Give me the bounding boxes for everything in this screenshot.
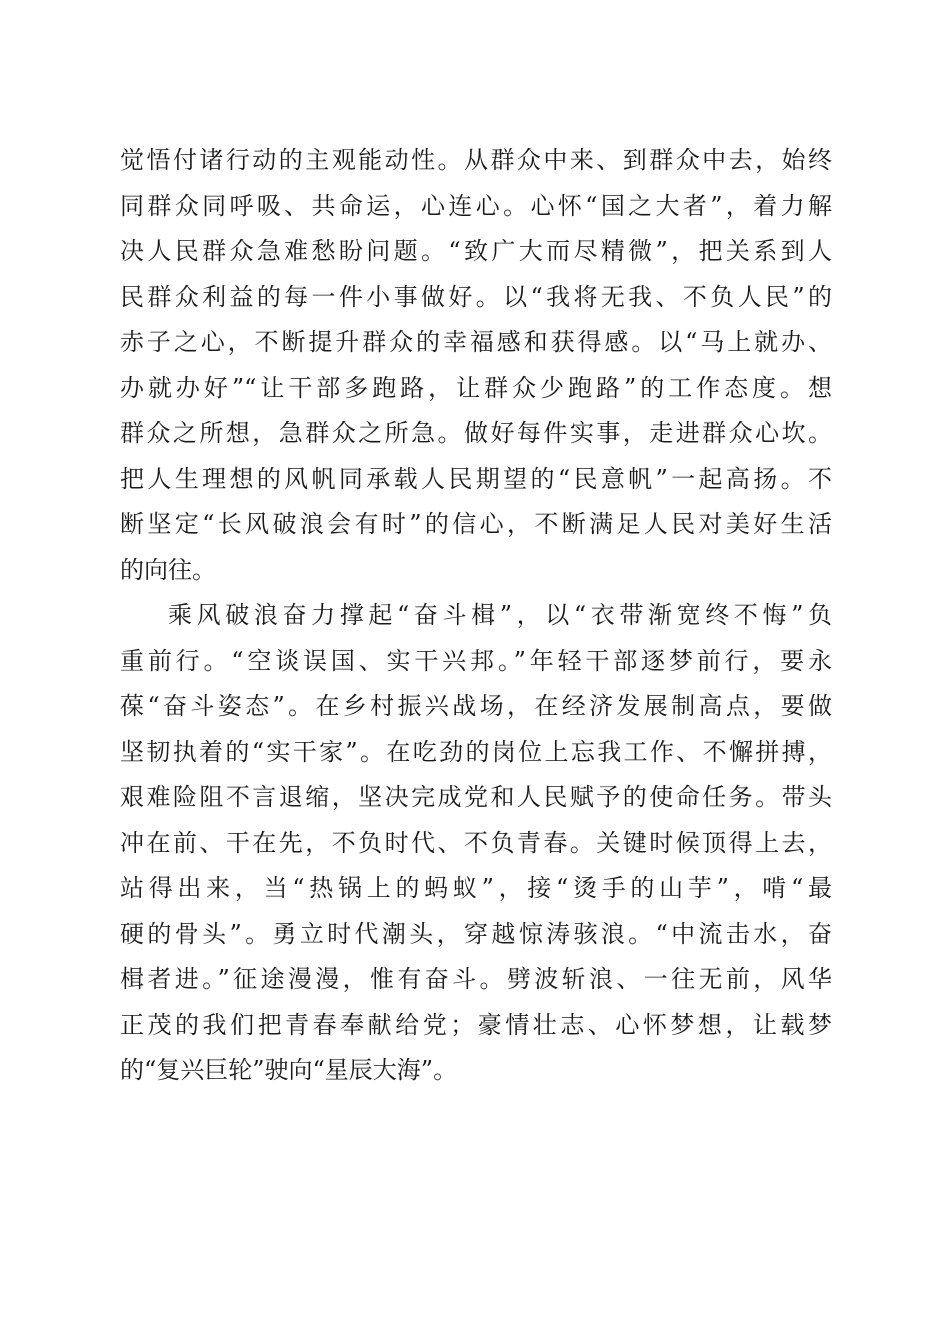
paragraph-1 bbox=[120, 138, 832, 593]
text-line: 民群众利益的每一件小事做好。以“我将无我、不负人民”的 bbox=[120, 282, 832, 311]
paragraph-2 bbox=[120, 593, 832, 1094]
text-line: 重前行。“空谈误国、实干兴邦。”年轻干部逐梦前行，要永 bbox=[120, 646, 832, 675]
text-line: 的向往。 bbox=[120, 555, 216, 584]
text-line: 站得出来，当“热锅上的蚂蚁”，接“烫手的山芋”，啃“最 bbox=[120, 874, 832, 902]
text-line: 冲在前、干在先，不负时代、不负青春。关键时候顶得上去， bbox=[120, 828, 832, 857]
text-line: 赤子之心，不断提升群众的幸福感和获得感。以“马上就办、 bbox=[120, 328, 832, 356]
document-body bbox=[120, 138, 832, 1094]
text-line: 觉悟付诸行动的主观能动性。从群众中来、到群众中去，始终 bbox=[120, 146, 832, 174]
text-line: 断坚定“长风破浪会有时”的信心，不断满足人民对美好生活 bbox=[120, 510, 832, 538]
text-line: 把人生理想的风帆同承载人民期望的“民意帆”一起高扬。不 bbox=[120, 464, 832, 493]
text-line: 乘风破浪奋力撑起“奋斗楫”，以“衣带渐宽终不悔”负 bbox=[168, 601, 832, 629]
text-line: 同群众同呼吸、共命运，心连心。心怀“国之大者”，着力解 bbox=[120, 191, 832, 220]
text-line: 硬的骨头”。勇立时代潮头，穿越惊涛骇浪。“中流击水，奋 bbox=[120, 919, 832, 948]
text-line: 艰难险阻不言退缩，坚决完成党和人民赋予的使命任务。带头 bbox=[120, 783, 832, 811]
text-line: 办就办好”“让干部多跑路，让群众少跑路”的工作态度。想 bbox=[120, 373, 832, 402]
text-line: 葆“奋斗姿态”。在乡村振兴战场，在经济发展制高点，要做 bbox=[120, 692, 832, 720]
text-line: 决人民群众急难愁盼问题。“致广大而尽精微”，把关系到人 bbox=[120, 237, 832, 265]
text-line: 坚韧执着的“实干家”。在吃劲的岗位上忘我工作、不懈拼搏， bbox=[120, 737, 832, 766]
text-line: 群众之所想，急群众之所急。做好每件实事，走进群众心坎。 bbox=[120, 419, 832, 447]
text-line: 的“复兴巨轮”驶向“星辰大海”。 bbox=[120, 1056, 458, 1084]
text-line: 正茂的我们把青春奉献给党；豪情壮志、心怀梦想，让载梦 bbox=[120, 1010, 832, 1039]
text-line: 楫者进。”征途漫漫，惟有奋斗。劈波斩浪、一往无前，风华 bbox=[120, 965, 832, 993]
